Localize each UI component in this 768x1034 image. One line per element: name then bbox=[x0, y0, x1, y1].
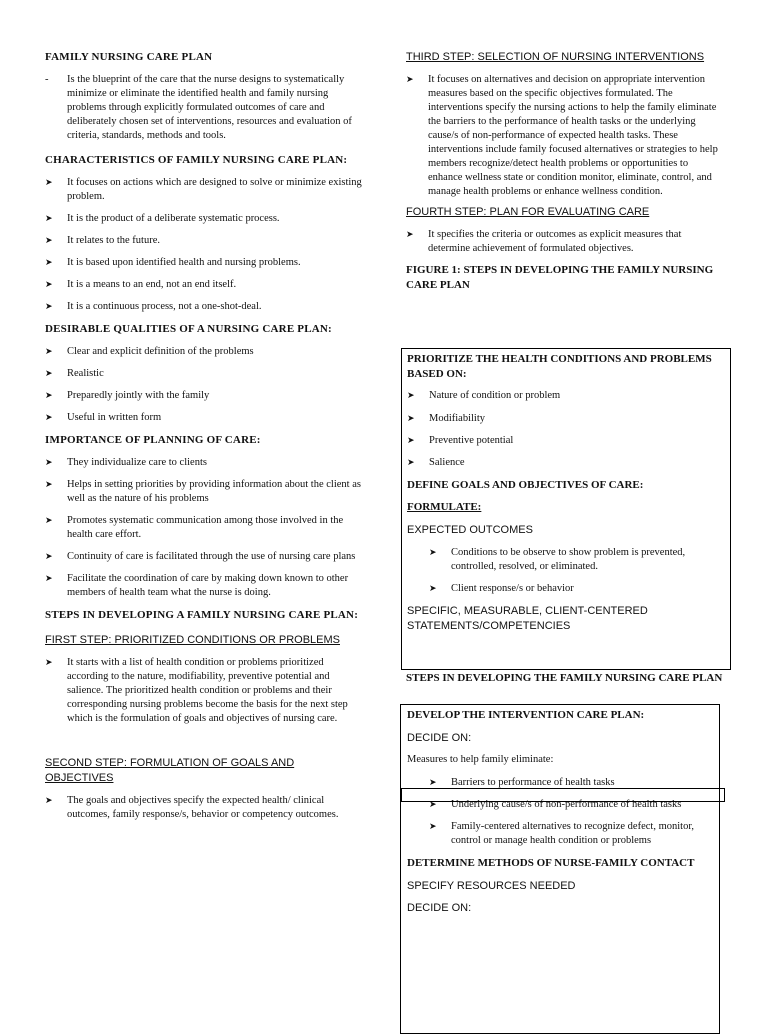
fourth-step-text: It specifies the criteria or outcomes as explicit measures that determine achievement of formulated objectives. bbox=[428, 229, 682, 255]
second-step-text: The goals and objectives specify the expected health/ clinical outcomes, family response/s, behavior or competency outcomes. bbox=[67, 794, 339, 820]
list-item-text: Modifiability bbox=[429, 412, 485, 424]
steps-heading-2: STEPS IN DEVELOPING THE FAMILY NURSING CARE PLAN bbox=[406, 672, 723, 684]
list-item-text: Useful in written form bbox=[67, 412, 162, 424]
arrow-bullet-icon: ➤ bbox=[406, 229, 414, 240]
arrow-bullet-icon: ➤ bbox=[45, 301, 53, 312]
page-title: FAMILY NURSING CARE PLAN bbox=[45, 51, 213, 63]
first-step-item bbox=[45, 656, 363, 726]
statements-label: SPECIFIC, MEASURABLE, CLIENT-CENTERED STATEMENTS/COMPETENCIES bbox=[407, 605, 648, 632]
second-step-heading: SECOND STEP: FORMULATION OF GOALS AND OBJECTIVES bbox=[45, 757, 295, 784]
fourth-step-item bbox=[406, 228, 724, 256]
arrow-bullet-icon: ➤ bbox=[407, 412, 415, 423]
list-item bbox=[45, 300, 363, 314]
list-item-text: Preparedly jointly with the family bbox=[67, 390, 210, 402]
arrow-bullet-icon: ➤ bbox=[45, 515, 53, 526]
list-item-text: Continuity of care is facilitated through the use of nursing care plans bbox=[67, 551, 356, 563]
list-item bbox=[45, 550, 363, 564]
list-item bbox=[45, 478, 363, 506]
figure-heading: FIGURE 1: STEPS IN DEVELOPING THE FAMILY NURSING CARE PLAN bbox=[406, 264, 714, 291]
arrow-bullet-icon: ➤ bbox=[407, 390, 415, 401]
steps-heading: STEPS IN DEVELOPING A FAMILY NURSING CARE PLAN: bbox=[45, 609, 359, 622]
list-item bbox=[429, 582, 724, 596]
list-item bbox=[45, 572, 363, 600]
list-item-text: Helps in setting priorities by providing information about the client as well as the nature of his problems bbox=[67, 479, 361, 505]
list-item bbox=[45, 389, 363, 403]
arrow-bullet-icon: ➤ bbox=[45, 656, 53, 667]
list-item bbox=[45, 256, 363, 270]
third-step-text: It focuses on alternatives and decision on appropriate intervention measures based on the specific objectives formulated. The interventions specify the nursing actions to help the family eliminate the barriers to the performance of health tasks or the underlying cause/s of non-performance of expected health tasks. These interventions include family focused alternatives or strategies to help members recognize/detect health problems or opportunities to enhance wellness state or condition monitor, eliminate, control, and manage health problems or enhance wellness condition. bbox=[428, 73, 718, 198]
list-item bbox=[45, 345, 363, 359]
third-step-item bbox=[406, 73, 724, 200]
arrow-bullet-icon: ➤ bbox=[45, 234, 53, 245]
list-item-text: Client response/s or behavior bbox=[451, 583, 574, 595]
formulate-label: FORMULATE: bbox=[407, 501, 482, 514]
arrow-bullet-icon: ➤ bbox=[45, 412, 53, 423]
arrow-bullet-icon: ➤ bbox=[45, 345, 53, 356]
dash-marker: - bbox=[45, 73, 49, 85]
list-item-text: Clear and explicit definition of the problems bbox=[67, 345, 254, 357]
list-item-text: Family-centered alternatives to recognize defect, monitor, control or manage health condition or problems bbox=[451, 820, 695, 846]
arrow-bullet-icon: ➤ bbox=[429, 546, 437, 557]
arrow-bullet-icon: ➤ bbox=[45, 368, 53, 379]
list-item-text: Realistic bbox=[67, 368, 104, 380]
arrow-bullet-icon: ➤ bbox=[45, 279, 53, 290]
arrow-bullet-icon: ➤ bbox=[45, 212, 53, 223]
arrow-bullet-icon: ➤ bbox=[429, 798, 437, 809]
list-item bbox=[45, 456, 363, 470]
arrow-bullet-icon: ➤ bbox=[429, 583, 437, 594]
list-item bbox=[45, 411, 363, 425]
list-item-text: It is the product of a deliberate systematic process. bbox=[67, 212, 280, 224]
list-item-text: It is a continuous process, not a one-shot-deal. bbox=[67, 301, 262, 313]
definition-paragraph bbox=[45, 73, 363, 143]
outcome-list bbox=[407, 546, 724, 596]
list-item-text: Nature of condition or problem bbox=[429, 390, 561, 402]
list-item bbox=[429, 820, 713, 848]
characteristics-list bbox=[45, 176, 363, 314]
arrow-bullet-icon: ➤ bbox=[45, 551, 53, 562]
highlight-box bbox=[401, 788, 725, 802]
arrow-bullet-icon: ➤ bbox=[407, 434, 415, 445]
prioritize-box bbox=[401, 348, 731, 670]
decide-on-label-2: DECIDE ON: bbox=[407, 902, 472, 915]
qualities-heading: DESIRABLE QUALITIES OF A NURSING CARE PLAN: bbox=[45, 323, 332, 336]
arrow-bullet-icon: ➤ bbox=[429, 820, 437, 831]
list-item bbox=[407, 456, 724, 470]
intervention-box bbox=[400, 704, 720, 1034]
list-item-text: It is based upon identified health and nursing problems. bbox=[67, 257, 301, 269]
resources-label: SPECIFY RESOURCES NEEDED bbox=[407, 879, 576, 892]
list-item-text: Facilitate the coordination of care by making down known to other members of health team what the nurse is doing. bbox=[67, 573, 349, 599]
arrow-bullet-icon: ➤ bbox=[407, 456, 415, 467]
list-item bbox=[407, 412, 724, 426]
list-item-text: Salience bbox=[429, 456, 465, 468]
list-item bbox=[45, 278, 363, 292]
arrow-bullet-icon: ➤ bbox=[429, 776, 437, 787]
arrow-bullet-icon: ➤ bbox=[45, 573, 53, 584]
first-step-text: It starts with a list of health condition or problems prioritized according to the nature, modifiability, preventive potential and salience. The prioritized health condition or problems and their corresponding nursing problems become the basis for the next step which is the formulation of goals and objectives of nursing care. bbox=[67, 656, 348, 725]
list-item-text: Preventive potential bbox=[429, 434, 514, 446]
prioritize-heading: PRIORITIZE THE HEALTH CONDITIONS AND PROBLEMS BASED ON: bbox=[407, 353, 712, 380]
list-item bbox=[45, 234, 363, 248]
criteria-list bbox=[407, 389, 724, 469]
characteristics-heading: CHARACTERISTICS OF FAMILY NURSING CARE PLAN: bbox=[45, 154, 348, 167]
list-item-text: Promotes systematic communication among those involved in the health care effort. bbox=[67, 515, 344, 541]
list-item bbox=[407, 389, 724, 403]
first-step-heading: FIRST STEP: PRIORITIZED CONDITIONS OR PROBLEMS bbox=[45, 634, 340, 647]
list-item bbox=[45, 514, 363, 542]
intervention-heading: DEVELOP THE INTERVENTION CARE PLAN: bbox=[407, 709, 645, 721]
arrow-bullet-icon: ➤ bbox=[45, 257, 53, 268]
list-item-text: Underlying cause/s of non-performance of health tasks bbox=[451, 798, 682, 810]
list-item bbox=[429, 546, 724, 574]
list-item bbox=[45, 176, 363, 204]
list-item-text: They individualize care to clients bbox=[67, 456, 207, 468]
list-item-text: Conditions to be observe to show problem is prevented, controlled, resolved, or eliminated. bbox=[451, 546, 686, 572]
list-item-text: Barriers to performance of health tasks bbox=[451, 776, 615, 788]
definition-text: Is the blueprint of the care that the nurse designs to systematically minimize or eliminate the identified health and family nursing problems through explicitly formulated outcomes of care and deliberately chosen set of interventions, resources and evaluation of criteria, standards, methods and tools. bbox=[67, 73, 352, 141]
contact-heading: DETERMINE METHODS OF NURSE-FAMILY CONTACT bbox=[407, 856, 695, 869]
list-item-text: It focuses on actions which are designed to solve or minimize existing problem. bbox=[67, 176, 362, 202]
right-column bbox=[406, 50, 724, 293]
third-step-heading: THIRD STEP: SELECTION OF NURSING INTERVENTIONS bbox=[406, 51, 705, 63]
importance-list bbox=[45, 456, 363, 601]
list-item-text: It relates to the future. bbox=[67, 234, 161, 246]
qualities-list bbox=[45, 345, 363, 425]
arrow-bullet-icon: ➤ bbox=[45, 176, 53, 187]
fourth-step-heading: FOURTH STEP: PLAN FOR EVALUATING CARE bbox=[406, 206, 650, 219]
list-item bbox=[45, 212, 363, 226]
decide-on-label: DECIDE ON: bbox=[407, 731, 472, 744]
list-item bbox=[407, 434, 724, 448]
arrow-bullet-icon: ➤ bbox=[406, 73, 414, 84]
measures-label: Measures to help family eliminate: bbox=[407, 754, 554, 766]
left-column bbox=[45, 50, 363, 830]
list-item-text: It is a means to an end, not an end itself. bbox=[67, 279, 237, 291]
expected-outcomes-label: EXPECTED OUTCOMES bbox=[407, 524, 533, 537]
measures-list bbox=[407, 776, 713, 848]
arrow-bullet-icon: ➤ bbox=[45, 794, 53, 805]
arrow-bullet-icon: ➤ bbox=[45, 479, 53, 489]
importance-heading: IMPORTANCE OF PLANNING OF CARE: bbox=[45, 434, 261, 447]
arrow-bullet-icon: ➤ bbox=[45, 390, 53, 401]
goals-heading: DEFINE GOALS AND OBJECTIVES OF CARE: bbox=[407, 478, 644, 491]
list-item bbox=[45, 367, 363, 381]
second-step-item bbox=[45, 794, 363, 822]
arrow-bullet-icon: ➤ bbox=[45, 456, 53, 467]
